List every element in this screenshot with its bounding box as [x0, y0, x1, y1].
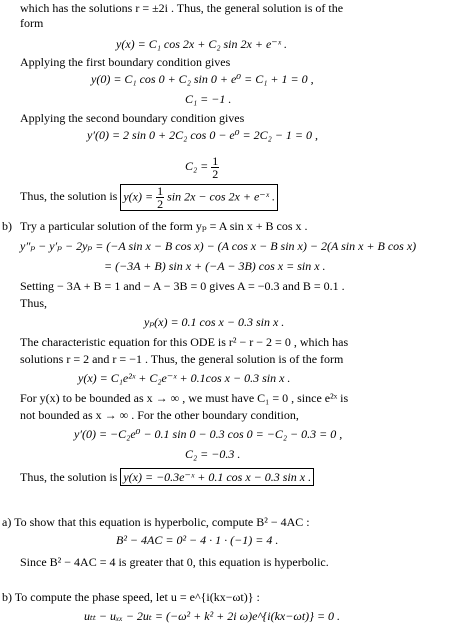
equation: y″ₚ − y′ₚ − 2yₚ = (−A sin x − B cos x) − (A cos x − B sin x) − 2(A sin x + B cos x) [20, 239, 417, 253]
text-line: b) To compute the phase speed, let u = e^{i(kx−ωt)} : [2, 590, 260, 604]
equation: y′(0) = 2 sin 0 + 2C₂ cos 0 − e⁰ = 2C₂ − 1 = 0 , [87, 128, 319, 142]
equation: = (−3A + B) sin x + (−A − 3B) cos x = sin x . [104, 259, 326, 273]
text-line: Since B² − 4AC = 4 is greater that 0, this equation is hyperbolic. [20, 555, 329, 569]
text-line: Applying the first boundary condition gives [20, 55, 231, 69]
text-line: For y(x) to be bounded as x → ∞ , we must have C₁ = 0 , since e²ˣ is [20, 391, 349, 405]
equation: C₂ = $\frac{1}{2}$ [185, 153, 219, 181]
boxed-solution: y(x) = −0.3e⁻ˣ + 0.1 cos x − 0.3 sin x . [120, 468, 314, 486]
text-line: Thus, [20, 296, 47, 310]
item-label: b) [2, 219, 12, 233]
equation: y(x) = C₁ cos 2x + C₂ sin 2x + e⁻ˣ . [116, 37, 287, 51]
equation: uₜₜ − uₓₓ − 2uₜ = (−ω² + k² + 2i ω)e^{i(kx−ωt)} = 0 . [84, 609, 341, 623]
equation: C₁ = −1 . [185, 92, 232, 106]
equation: y(0) = C₁ cos 0 + C₂ sin 0 + e⁰ = C₁ + 1 = 0 , [91, 72, 314, 86]
text-line: form [20, 16, 44, 30]
text-line: Try a particular solution of the form yₚ = A sin x + B cos x . [20, 219, 308, 233]
text-line: a) To show that this equation is hyperbolic, compute B² − 4AC : [2, 515, 310, 529]
solution-line: Thus, the solution is y(x) = −0.3e⁻ˣ + 0.1 cos x − 0.3 sin x . [20, 467, 314, 487]
text-line: solutions r = 2 and r = −1 . Thus, the general solution is of the form [20, 352, 344, 366]
equation: y(x) = C₁e²ˣ + C₂e⁻ˣ + 0.1cos x − 0.3 sin x . [78, 371, 291, 385]
text-line: which has the solutions r = ±2i . Thus, the general solution is of the [20, 1, 344, 15]
text-line: The characteristic equation for this ODE is r² − r − 2 = 0 , which has [20, 335, 349, 349]
equation: yₚ(x) = 0.1 cos x − 0.3 sin x . [144, 315, 285, 329]
equation: y′(0) = −C₂e⁰ − 0.1 sin 0 − 0.3 cos 0 = −C₂ − 0.3 = 0 , [74, 427, 343, 441]
text-line: Setting − 3A + B = 1 and − A − 3B = 0 gives A = −0.3 and B = 0.1 . [20, 279, 345, 293]
solution-line: Thus, the solution is y(x) = $\frac{1}{2}$ sin 2x − cos 2x + e⁻ˣ . [20, 182, 278, 211]
boxed-solution: y(x) = $\frac{1}{2}$ sin 2x − cos 2x + e⁻ˣ . [120, 184, 278, 211]
text-line: not bounded as x → ∞ . For the other boundary condition, [20, 408, 299, 422]
equation: C₂ = −0.3 . [185, 447, 241, 461]
text-line: Applying the second boundary condition gives [20, 111, 245, 125]
equation: B² − 4AC = 0² − 4 · 1 · (−1) = 4 . [116, 533, 279, 547]
